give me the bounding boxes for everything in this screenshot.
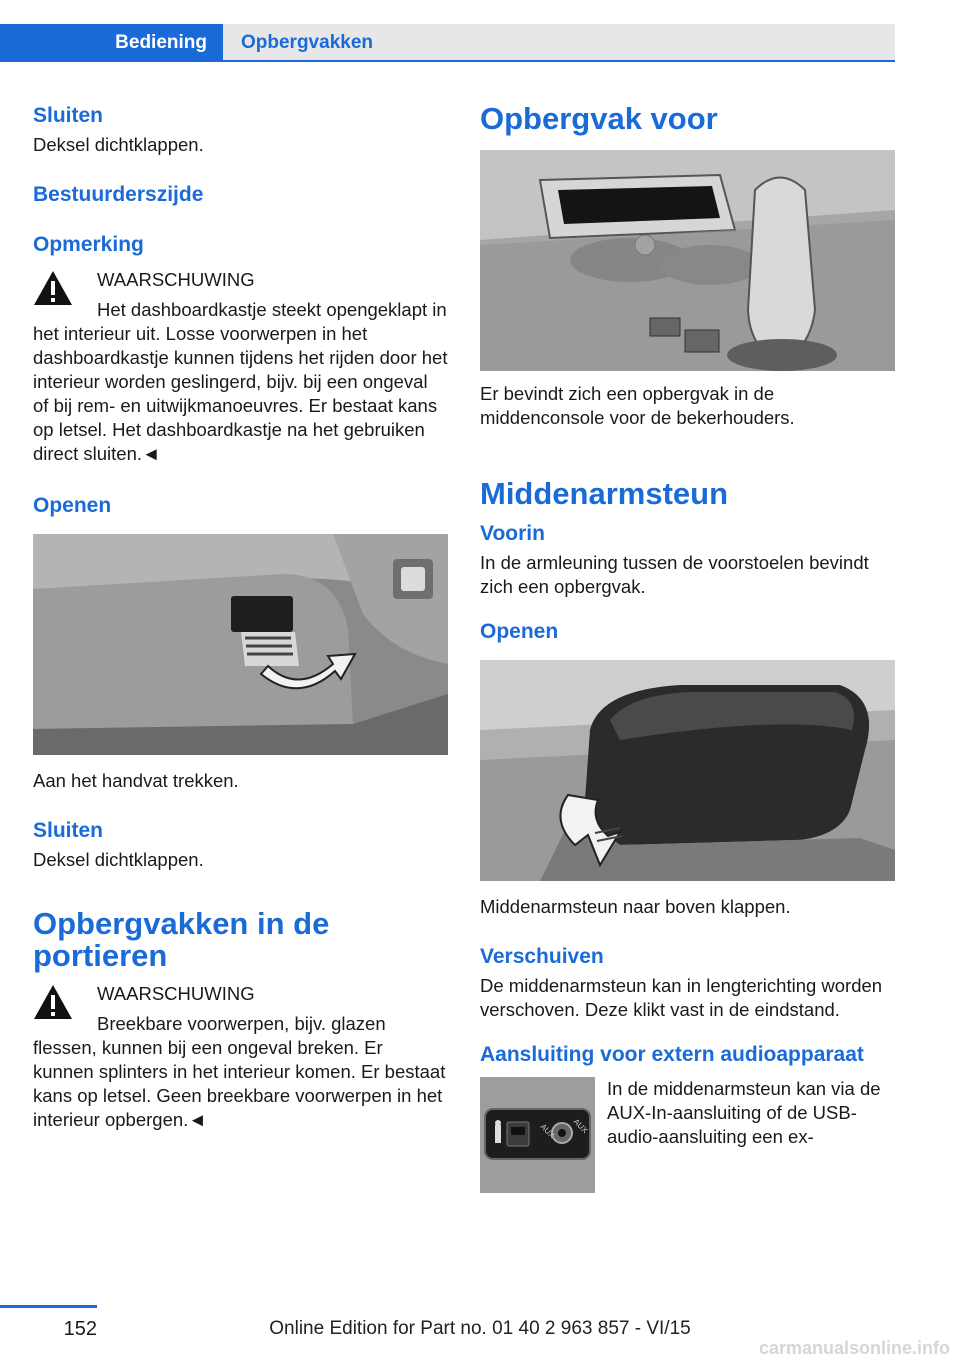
warning-block-portieren bbox=[33, 982, 448, 1132]
glovebox-image bbox=[33, 534, 448, 755]
warning-text: Breekbare voorwerpen, bijv. glazen flessen, kunnen bij een ongeval breken. Er kunnen splinters in het interieur komen. Er bestaat kans op letsel. Geen breekbare voorwerpen in het interieur opbergen.◄ bbox=[33, 1013, 446, 1130]
aux-usb-image bbox=[480, 1077, 595, 1193]
heading-voorin: Voorin bbox=[480, 522, 545, 545]
heading-bestuurderszijde: Bestuurderszijde bbox=[33, 183, 204, 206]
warning-heading: WAARSCHUWING bbox=[97, 983, 255, 1004]
heading-aansluiting: Aansluiting voor extern audioapparaat bbox=[480, 1043, 864, 1066]
warning-triangle-icon bbox=[33, 984, 73, 1020]
tab-opbergvakken[interactable]: Opbergvakken bbox=[223, 24, 895, 62]
left-column bbox=[33, 100, 448, 1132]
watermark: carmanualsonline.info bbox=[758, 1338, 950, 1358]
page-number-rule bbox=[0, 1305, 97, 1308]
right-column bbox=[480, 100, 895, 1193]
tab-bediening[interactable]: Bediening bbox=[0, 24, 223, 62]
footer-edition: Online Edition for Part no. 01 40 2 963 857 - VI/15 bbox=[269, 1318, 691, 1339]
text-opbergvak-voor: Er bevindt zich een opbergvak in de middenconsole voor de bekerhouders. bbox=[480, 383, 795, 428]
text-aansluiting: In de middenarmsteun kan via de AUX-In-aansluiting of de USB-audio-aansluiting een ex- bbox=[607, 1078, 881, 1147]
text-sluiten: Deksel dichtklappen. bbox=[33, 134, 204, 155]
armrest-image bbox=[480, 660, 895, 881]
header-rule bbox=[223, 60, 895, 62]
aux-section bbox=[480, 1077, 895, 1193]
text-verschuiven: De middenarmsteun kan in lengterichting worden verschoven. Deze klikt vast in de eindstand. bbox=[480, 975, 883, 1020]
page-number: 152 bbox=[63, 1318, 97, 1340]
warning-block-dashboard bbox=[33, 268, 448, 466]
text-sluiten-2: Deksel dichtklappen. bbox=[33, 849, 204, 870]
caption-openen-armsteun: Middenarmsteun naar boven klappen. bbox=[480, 896, 791, 917]
svg-text:AUX: AUX bbox=[538, 1122, 557, 1141]
heading-opbergvakken-portieren: Opbergvakken in de portieren bbox=[33, 906, 330, 973]
svg-text:AUX: AUX bbox=[571, 1117, 590, 1136]
warning-heading: WAARSCHUWING bbox=[97, 269, 255, 290]
heading-opbergvak-voor: Opbergvak voor bbox=[480, 101, 718, 136]
heading-sluiten-2: Sluiten bbox=[33, 819, 104, 842]
heading-opmerking: Opmerking bbox=[33, 233, 144, 256]
heading-verschuiven: Verschuiven bbox=[480, 945, 604, 968]
header-tabbar bbox=[0, 0, 960, 62]
text-voorin: In de armleuning tussen de voorstoelen bevindt zich een opbergvak. bbox=[480, 552, 869, 597]
heading-openen: Openen bbox=[33, 494, 112, 517]
heading-sluiten: Sluiten bbox=[33, 104, 104, 127]
heading-middenarmsteun: Middenarmsteun bbox=[480, 476, 729, 511]
warning-triangle-icon bbox=[33, 270, 73, 306]
caption-openen: Aan het handvat trekken. bbox=[33, 770, 239, 791]
console-storage-image bbox=[480, 150, 895, 371]
usb-icon bbox=[495, 1120, 501, 1143]
warning-text: Het dashboardkastje steekt opengeklapt in het interieur uit. Losse voorwerpen in het dashboardkastje kunnen tijdens het rijden door het interieur worden geslingerd, bijv. bij een ongeval of bij rem- en uitwijkmanoeuvres. Er bestaat kans op letsel. Het dashboardkastje na het gebruiken direct sluiten.◄ bbox=[33, 299, 448, 464]
heading-openen-armsteun: Openen bbox=[480, 620, 559, 643]
